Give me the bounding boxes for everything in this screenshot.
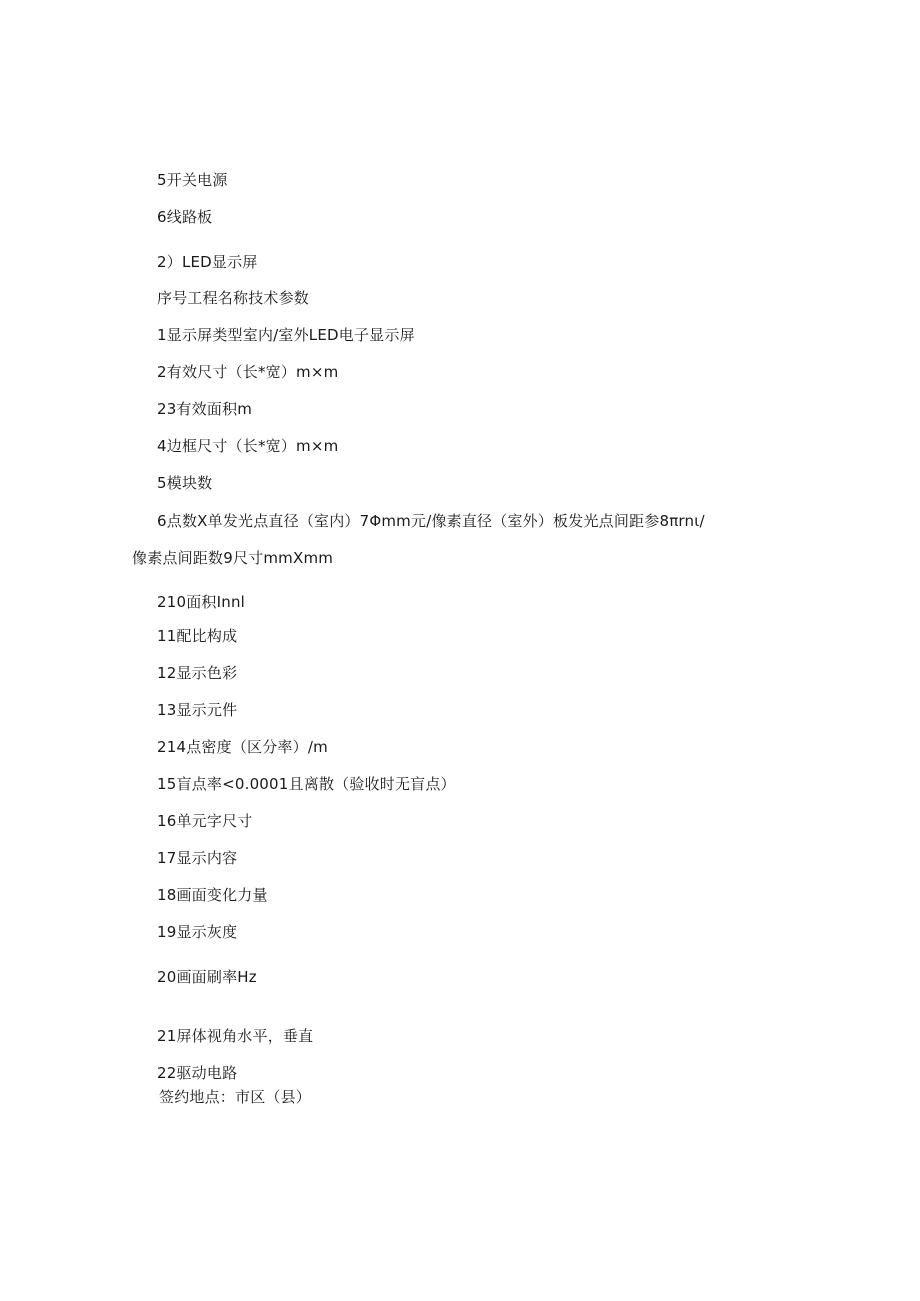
text-line: 20画面刷率Hz: [157, 968, 257, 986]
text-line: 序号工程名称技术参数: [157, 289, 310, 307]
signing-location: 签约地点：市区（县）: [159, 1088, 312, 1106]
text-line: 5开关电源: [157, 171, 228, 189]
text-line: 4边框尺寸（长*宽）m×m: [157, 437, 339, 455]
text-line: 像素点间距数9尺寸mmXmm: [132, 549, 334, 567]
text-line: 21屏体视角水平，垂直: [157, 1027, 314, 1045]
text-line: 15盲点率<0.0001且离散（验收时无盲点）: [157, 775, 456, 793]
text-line: 23有效面积m: [157, 400, 253, 418]
text-line: 22驱动电路: [157, 1064, 238, 1082]
text-line: 12显示色彩: [157, 664, 238, 682]
text-line: 5模块数: [157, 474, 213, 492]
text-line: 6点数X单发光点直径（室内）7Φmm元/像素直径（室外）板发光点间距参8πrnι/: [157, 512, 705, 530]
text-line: 13显示元件: [157, 701, 238, 719]
text-line: 6线路板: [157, 208, 213, 226]
text-line: 19显示灰度: [157, 923, 238, 941]
text-line: 210面积Innl: [157, 593, 246, 611]
text-line: 11配比构成: [157, 627, 238, 645]
text-line: 17显示内容: [157, 849, 238, 867]
text-line: 214点密度（区分率）/m: [157, 738, 328, 756]
text-line: 2有效尺寸（长*宽）m×m: [157, 363, 339, 381]
text-line: 1显示屏类型室内/室外LED电子显示屏: [157, 326, 415, 344]
text-line: 16单元字尺寸: [157, 812, 253, 830]
text-line: 18画面变化力量: [157, 886, 268, 904]
text-line: 2）LED显示屏: [157, 253, 258, 271]
